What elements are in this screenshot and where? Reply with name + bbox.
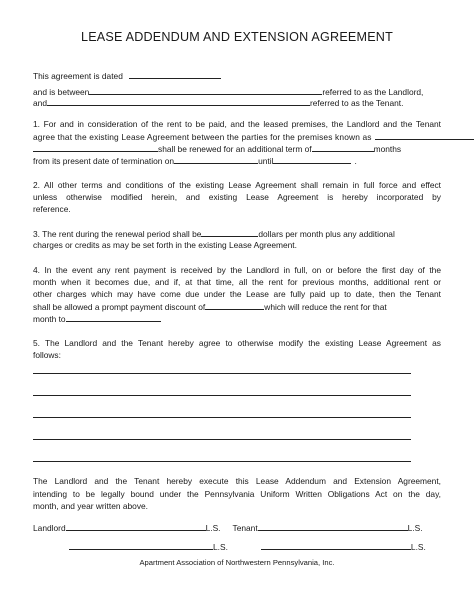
date-field[interactable] — [129, 70, 221, 79]
p4-line-5 — [33, 313, 441, 324]
until-date-field[interactable] — [273, 155, 351, 164]
rent-amount-field[interactable] — [201, 228, 258, 237]
dated-line — [33, 70, 441, 81]
p1-line-2-text: agree that the existing Lease Agreement between the parties for the premises known as — [33, 132, 372, 142]
p4-line-2: month when it becomes due, and if, at that time, all the rent for previous months, additional rent or — [33, 277, 441, 287]
modification-line-5[interactable] — [33, 461, 411, 462]
modification-line-1[interactable] — [33, 373, 411, 374]
closing-line-3: month, and year written above. — [33, 501, 148, 511]
p1-line-4 — [33, 155, 441, 166]
dated-label: This agreement is dated — [33, 71, 123, 81]
tenant-name-field[interactable] — [47, 97, 310, 106]
p2-line-3: reference. — [33, 204, 71, 214]
term-months-field[interactable] — [312, 143, 374, 152]
landlord-signature-field-2[interactable] — [69, 541, 213, 550]
p1-line-2 — [33, 131, 441, 142]
p2-line-1: 2. All other terms and conditions of the existing Lease Agreement shall remain in full force and effect — [33, 180, 441, 190]
reduced-rent-field[interactable] — [66, 313, 161, 322]
p4-line-3: other charges which may have come due under the Lease are fully paid up to date, then the Tenant — [33, 289, 441, 299]
between-line — [33, 86, 441, 97]
footer-publisher: Apartment Association of Northwestern Pennsylvania, Inc. — [139, 558, 335, 567]
referred-landlord-label: referred to as the Landlord, — [322, 87, 424, 97]
premises-field-cont[interactable] — [33, 143, 158, 152]
signature-row-2 — [33, 541, 441, 552]
tenant-label: Tenant — [232, 523, 258, 533]
p2-line-2: unless otherwise modified herein, and existing Lease Agreement is hereby incorporated by — [33, 192, 441, 202]
modification-line-3[interactable] — [33, 417, 411, 418]
modification-line-2[interactable] — [33, 395, 411, 396]
landlord-ls-label-2: L.S. — [213, 542, 228, 552]
p4-line-1: 4. In the event any rent payment is received by the Landlord in full, on or before the first day of the — [33, 265, 441, 275]
signature-row-1 — [33, 522, 441, 533]
and-label: and — [33, 98, 47, 108]
p4-line-4b: which will reduce the rent for that — [264, 302, 387, 312]
p3-line-1b: dollars per month plus any additional — [258, 229, 395, 239]
tenant-signature-field-2[interactable] — [261, 541, 411, 550]
p3-line-1 — [33, 228, 441, 239]
termination-date-field[interactable] — [174, 155, 258, 164]
landlord-name-field[interactable] — [89, 86, 322, 95]
landlord-ls-label: L.S. — [205, 523, 221, 533]
premises-field[interactable] — [375, 131, 474, 140]
until-label: until — [258, 156, 274, 166]
document-title: LEASE ADDENDUM AND EXTENSION AGREEMENT — [80, 30, 393, 44]
p1-line-3 — [33, 143, 441, 154]
tenant-signature-field[interactable] — [258, 522, 408, 531]
tenant-ls-label: L.S. — [407, 523, 423, 533]
p1-line-3-text: shall be renewed for an additional term of — [158, 144, 312, 154]
p4-line-5-text: month to — [33, 314, 66, 324]
months-label: months — [373, 144, 402, 154]
landlord-signature-field[interactable] — [66, 522, 206, 531]
p3-line-1a: 3. The rent during the renewal period shall be — [33, 229, 202, 239]
modification-line-4[interactable] — [33, 439, 411, 440]
p4-line-4a: shall be allowed a prompt payment discount of — [33, 302, 206, 312]
p1-line-1: 1. For and in consideration of the rent to be paid, and the leased premises, the Landlord and the Tenant — [33, 119, 441, 129]
p3-line-2: charges or credits as may be set forth in the existing Lease Agreement. — [33, 240, 297, 250]
p5-line-2: follows: — [33, 350, 61, 360]
closing-line-1: The Landlord and the Tenant hereby execute this Lease Addendum and Extension Agreement, — [33, 476, 441, 486]
period: . — [354, 156, 357, 166]
p5-line-1: 5. The Landlord and the Tenant hereby agree to otherwise modify the existing Lease Agreement as — [33, 338, 441, 348]
between-label: and is between — [33, 87, 90, 97]
closing-line-2: intending to be legally bound under the Pennsylvania Uniform Written Obligations Act on the day, — [33, 489, 441, 499]
discount-field[interactable] — [205, 301, 264, 310]
referred-tenant-label: referred to as the Tenant. — [309, 98, 404, 108]
landlord-label: Landlord — [33, 523, 66, 533]
p4-line-4 — [33, 301, 441, 312]
tenant-ls-label-2: L.S. — [410, 542, 426, 552]
p1-line-4-text: from its present date of termination on — [33, 156, 175, 166]
and-line — [33, 97, 441, 108]
